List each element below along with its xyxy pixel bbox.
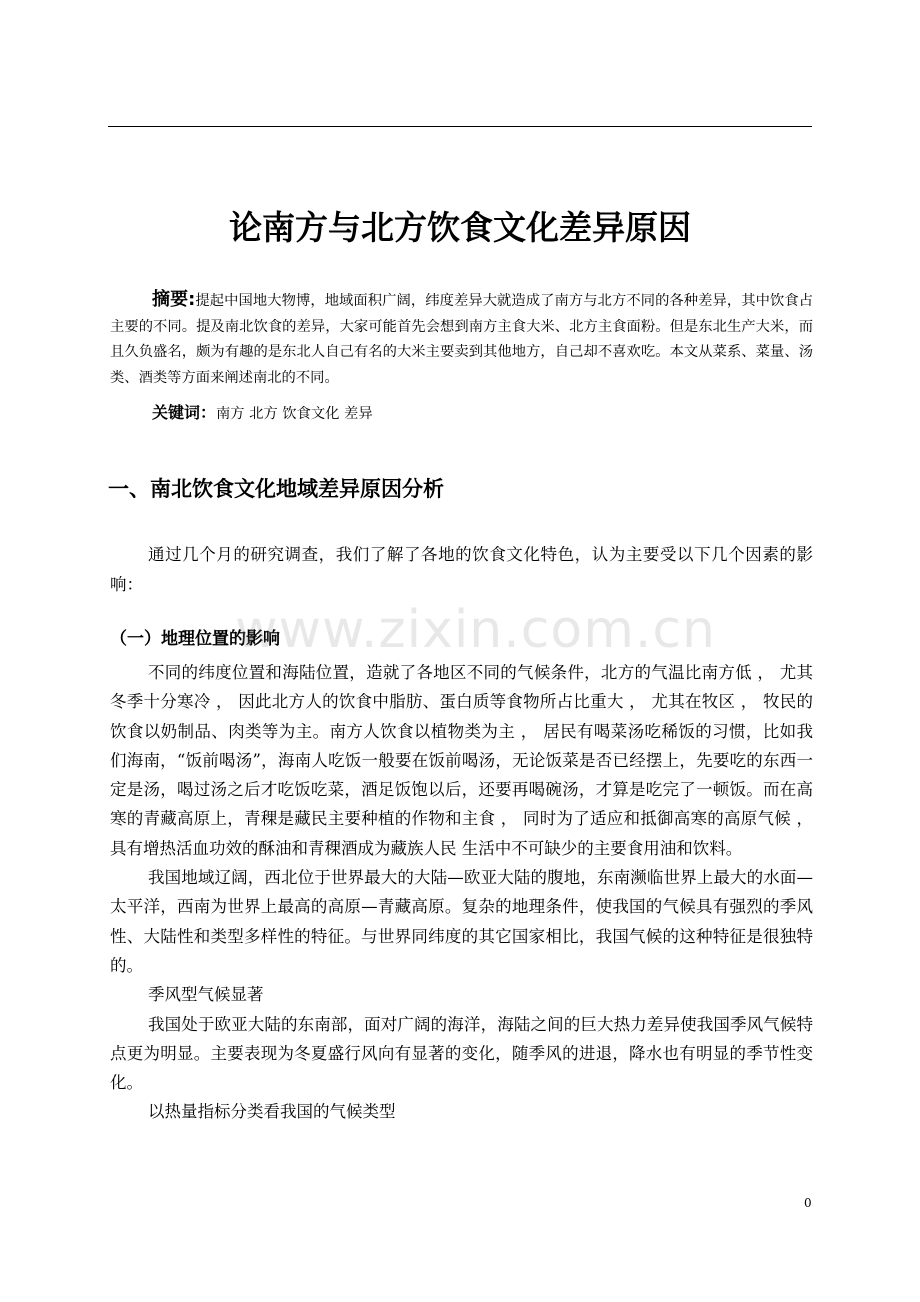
keywords bbox=[152, 400, 373, 427]
paragraph: 我国处于欧亚大陆的东南部，面对广阔的海洋，海陆之间的巨大热力差异使我国季风气候特点更为明显。主要表现为冬夏盛行风向有显著的变化，随季风的进退，降水也有明显的季节性变化。 bbox=[110, 1014, 813, 1093]
section-heading: 一、南北饮食文化地域差异原因分析 bbox=[108, 477, 444, 501]
paragraph: 以热量指标分类看我国的气候类型 bbox=[148, 1102, 396, 1122]
subsection-heading: （一）地理位置的影响 bbox=[110, 629, 280, 649]
abstract-text: 提起中国地大物博，地域面积广阔，纬度差异大就造成了南方与北方不同的各种差异，其中饮食占主要的不同。提及南北饮食的差异，大家可能首先会想到南方主食大米、北方主食面粉。但是东北生产大米，而且久负盛名，颇为有趣的是东北人自己有名的大米主要卖到其他地方，自己却不喜欢吃。本文从菜系、菜量、汤类、酒类等方面来阐述南北的不同。 bbox=[110, 293, 814, 386]
page-number: 0 bbox=[804, 1196, 812, 1210]
subsection-body bbox=[110, 658, 813, 1127]
paragraph: 季风型气候显著 bbox=[148, 985, 264, 1005]
abstract bbox=[110, 287, 813, 391]
abstract-label: 摘要: bbox=[152, 289, 196, 310]
document-title: 论南方与北方饮食文化差异原因 bbox=[229, 208, 691, 247]
header-rule bbox=[108, 126, 812, 127]
keywords-text: 南方 北方 饮食文化 差异 bbox=[216, 406, 373, 422]
keywords-label: 关键词： bbox=[152, 403, 217, 422]
paragraph: 我国地域辽阔，西北位于世界最大的大陆—欧亚大陆的腹地，东南濒临世界上最大的水面—太平洋，西南为世界上最高的高原—青藏高原。复杂的地理条件，使我国的气候具有强烈的季风性、大陆性和类型多样性的特征。与世界同纬度的其它国家相比，我国气候的这种特征是很独特的。 bbox=[110, 868, 813, 975]
section-intro: 通过几个月的研究调查，我们了解了各地的饮食文化特色，认为主要受以下几个因素的影响： bbox=[110, 545, 813, 594]
paragraph: 不同的纬度位置和海陆位置，造就了各地区不同的气候条件，北方的气温比南方低 ， 尤其冬季十分寒冷 ， 因此北方人的饮食中脂肪、蛋白质等食物所占比重大 ， 尤其在牧区 ， 牧民的饮食以奶制品、肉类等为主。南方人饮食以植物类为主 ， 居民有喝菜汤吃稀饭的习惯，比如我们海南，“饭前喝汤”，海南人吃饭一般要在饭前喝汤，无论饭菜是否已经摆上，先要吃的东西一定是汤，喝过汤之后才吃饭吃菜，酒足饭饱以后，还要再喝碗汤，才算是吃完了一顿饭。而在高寒的青藏高原上，青稞是藏民主要种植的作物和主食 ， 同时为了适应和抵御高寒的高原气候 ， 具有增热活血功效的酥油和青稞酒成为藏族人民 生活中不可缺少的主要食用油和饮料。 bbox=[110, 663, 813, 858]
watermark: www.zixin.com.cn bbox=[235, 600, 716, 660]
